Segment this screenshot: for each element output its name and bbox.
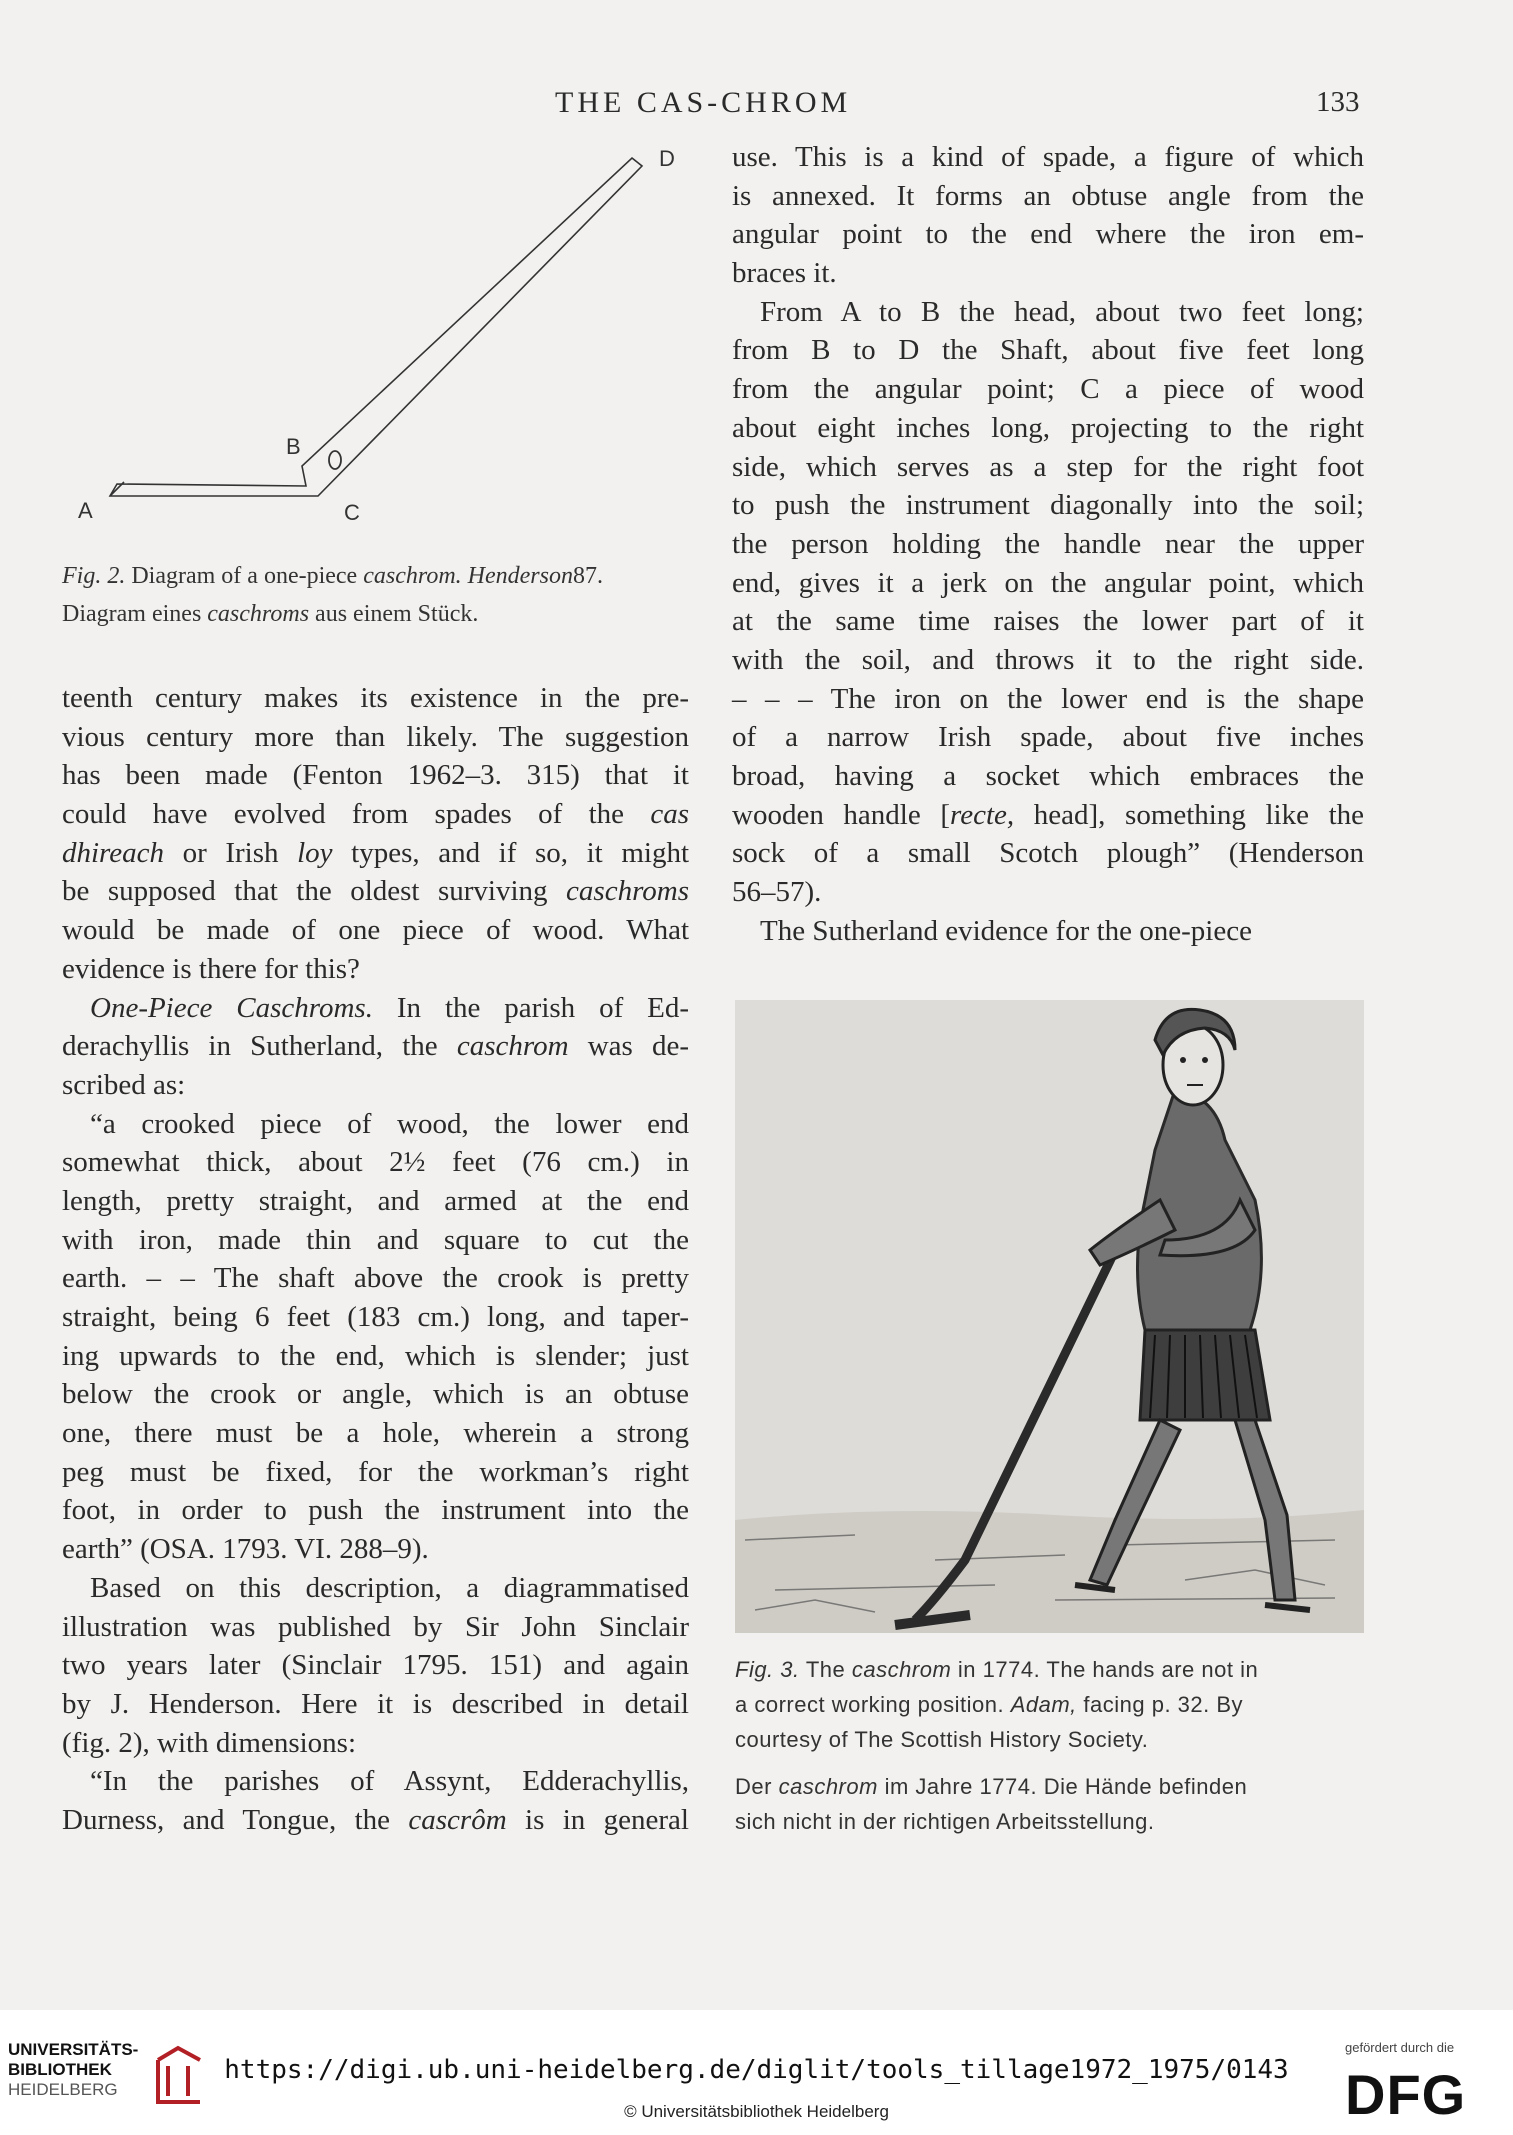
quote-line: braces it. — [732, 257, 837, 290]
fig2-caption-label: Fig. 2. — [62, 563, 126, 589]
copyright-notice: © Universitätsbibliothek Heidelberg — [624, 2102, 889, 2121]
text-line: vious century more than likely. The suggestion — [62, 720, 689, 753]
text-line: illustration was published by Sir John Sinclair — [62, 1610, 689, 1643]
fig2-caption-term: caschrom. — [363, 563, 462, 589]
text-line: two years later (Sinclair 1795. 151) and again — [62, 1649, 689, 1682]
quote-line: straight, being 6 feet (183 cm.) long, and taper- — [62, 1301, 689, 1333]
text-line: would be made of one piece of wood. What — [62, 914, 689, 947]
quote-line: below the crook or angle, which is an obtuse — [62, 1378, 689, 1411]
fig3-caption-text-2: in 1774. The hands are not in — [957, 1657, 1259, 1682]
quote-line: foot, in order to push the instrument into the — [62, 1494, 689, 1527]
library-name-line-3: HEIDELBERG — [8, 2080, 118, 2099]
text-line: has been made (Fenton 1962–3. 315) that it — [62, 759, 689, 792]
quote-line: earth. – – The shaft above the crook is pretty — [62, 1262, 689, 1295]
quote-line: – – – The iron on the lower end is the shape — [732, 682, 1364, 715]
text-line: (fig. 2), with dimensions: — [62, 1726, 357, 1759]
fig3-caption-source: Adam, — [1010, 1692, 1077, 1717]
fig3-caption-text-5: courtesy of The Scottish History Society. — [735, 1727, 1149, 1752]
text-line: dhireach or Irish loy types, and if so, it might — [62, 836, 689, 869]
quote-line: to push the instrument diagonally into the soil; — [732, 489, 1364, 522]
quote-line: is annexed. It forms an obtuse angle from the — [732, 179, 1364, 212]
step-peg-c — [329, 451, 341, 469]
man-with-caschrom-drawing — [735, 1000, 1364, 1633]
fig2-caption-de-text-2: aus einem Stück. — [315, 601, 479, 627]
text-line: evidence is there for this? — [62, 952, 360, 985]
quote-line: from the angular point; C a piece of wood — [732, 373, 1364, 406]
quote-line: “a crooked piece of wood, the lower end — [90, 1107, 689, 1140]
quote-line: earth” (OSA. 1793. VI. 288–9). — [62, 1533, 429, 1566]
quote-line: the person holding the handle near the upper — [732, 527, 1364, 560]
fig3-caption-text: The — [805, 1657, 846, 1682]
fig3-caption-de-text-3: sich nicht in der richtigen Arbeitsstellung. — [735, 1809, 1155, 1834]
quote-line: with the soil, and throws it to the right side. — [732, 643, 1364, 676]
quote-line: from B to D the Shaft, about five feet long — [732, 334, 1364, 367]
funding-label: gefördert durch die — [1345, 2040, 1455, 2055]
page-number: 133 — [1316, 86, 1360, 118]
quote-line: sock of a small Scotch plough” (Henderson — [732, 837, 1364, 870]
fig2-caption-text: Diagram of a one-piece — [131, 563, 358, 589]
fig3-caption-de-text-2: im Jahre 1774. Die Hände befinden — [884, 1774, 1248, 1799]
quote-line: about eight inches long, projecting to the right — [732, 411, 1364, 444]
quote-line: Durness, and Tongue, the cascrôm is in general — [62, 1803, 689, 1836]
fig2-caption — [62, 558, 702, 595]
quote-line: somewhat thick, about 2½ feet (76 cm.) in — [62, 1146, 689, 1179]
label-a: A — [78, 498, 93, 523]
label-b: B — [286, 434, 301, 459]
quote-line: “In the parishes of Assynt, Edderachyllis, — [90, 1765, 689, 1798]
quote-line: length, pretty straight, and armed at the end — [62, 1184, 689, 1217]
fig2-caption-page: 87. — [572, 563, 603, 589]
quote-line: peg must be fixed, for the workman’s right — [62, 1455, 689, 1488]
fig3-caption-label: Fig. 3. — [735, 1657, 800, 1682]
quote-line: 56–57). — [732, 876, 822, 909]
quote-line: one, there must be a hole, wherein a strong — [62, 1417, 689, 1450]
label-c: C — [344, 500, 360, 525]
fig3-illustration — [735, 1000, 1364, 1633]
quote-line: end, gives it a jerk on the angular point, which — [732, 566, 1364, 599]
quote-line: broad, having a socket which embraces the — [732, 760, 1364, 792]
fig2-caption-german — [62, 596, 702, 633]
fig3-caption-german — [735, 1769, 1367, 1839]
quote-line: angular point to the end where the iron em- — [732, 218, 1364, 251]
fig2-caption-de-term: caschroms — [207, 601, 310, 627]
fig3-caption-de-term: caschrom — [778, 1774, 878, 1799]
library-name-line-1: UNIVERSITÄTS- — [8, 2040, 139, 2059]
text-line: scribed as: — [62, 1068, 186, 1101]
text-line: teenth century makes its existence in the pre- — [62, 682, 689, 714]
text-line: Based on this description, a diagrammatised — [90, 1571, 689, 1604]
quote-line: wooden handle [recte, head], something like the — [732, 798, 1364, 831]
right-column-text — [732, 138, 1364, 950]
quote-line: From A to B the head, about two feet long; — [760, 295, 1364, 328]
fig3-caption-text-3: a correct working position. — [735, 1692, 1005, 1717]
quote-line: of a narrow Irish spade, about five inches — [732, 721, 1364, 754]
fig3-caption-de-text: Der — [735, 1774, 772, 1799]
text-line: be supposed that the oldest surviving caschroms — [62, 875, 690, 908]
permalink-url[interactable]: https://digi.ub.uni-heidelberg.de/diglit/tools_tillage1972_1975/0143 — [224, 2055, 1289, 2085]
text-line: derachyllis in Sutherland, the caschrom was de- — [62, 1030, 690, 1063]
quote-line: with iron, made thin and square to cut the — [62, 1223, 689, 1256]
fig2-caption-de-text: Diagram eines — [62, 601, 202, 627]
fig2-caption-source: Henderson — [467, 563, 573, 589]
fig3-caption-term: caschrom — [851, 1657, 952, 1682]
quote-line: at the same time raises the lower part of it — [732, 605, 1364, 638]
text-line: by J. Henderson. Here it is described in detail — [62, 1687, 689, 1720]
dfg-logo: DFG — [1345, 2063, 1467, 2126]
fig3-caption-text-4: facing p. 32. By — [1083, 1692, 1244, 1717]
page-header — [0, 80, 1513, 130]
quote-line: use. This is a kind of spade, a figure of which — [732, 141, 1364, 173]
library-name-line-2: BIBLIOTHEK — [8, 2060, 112, 2079]
label-d: D — [659, 146, 675, 171]
section-heading-line: One-Piece Caschroms. In the parish of Ed- — [90, 991, 690, 1024]
fig2-diagram — [62, 138, 689, 538]
caschrom-diagram-svg — [62, 138, 689, 538]
text-line: The Sutherland evidence for the one-piece — [760, 914, 1252, 947]
left-column-text — [62, 679, 689, 1840]
quote-line: ing upwards to the end, which is slender; just — [62, 1339, 689, 1372]
fig3-caption — [735, 1652, 1367, 1757]
text-line: could have evolved from spades of the cas — [62, 798, 689, 831]
running-title: THE CAS-CHROM — [555, 86, 852, 119]
digitization-footer — [0, 2010, 1513, 2135]
quote-line: side, which serves as a step for the right foot — [732, 450, 1364, 483]
